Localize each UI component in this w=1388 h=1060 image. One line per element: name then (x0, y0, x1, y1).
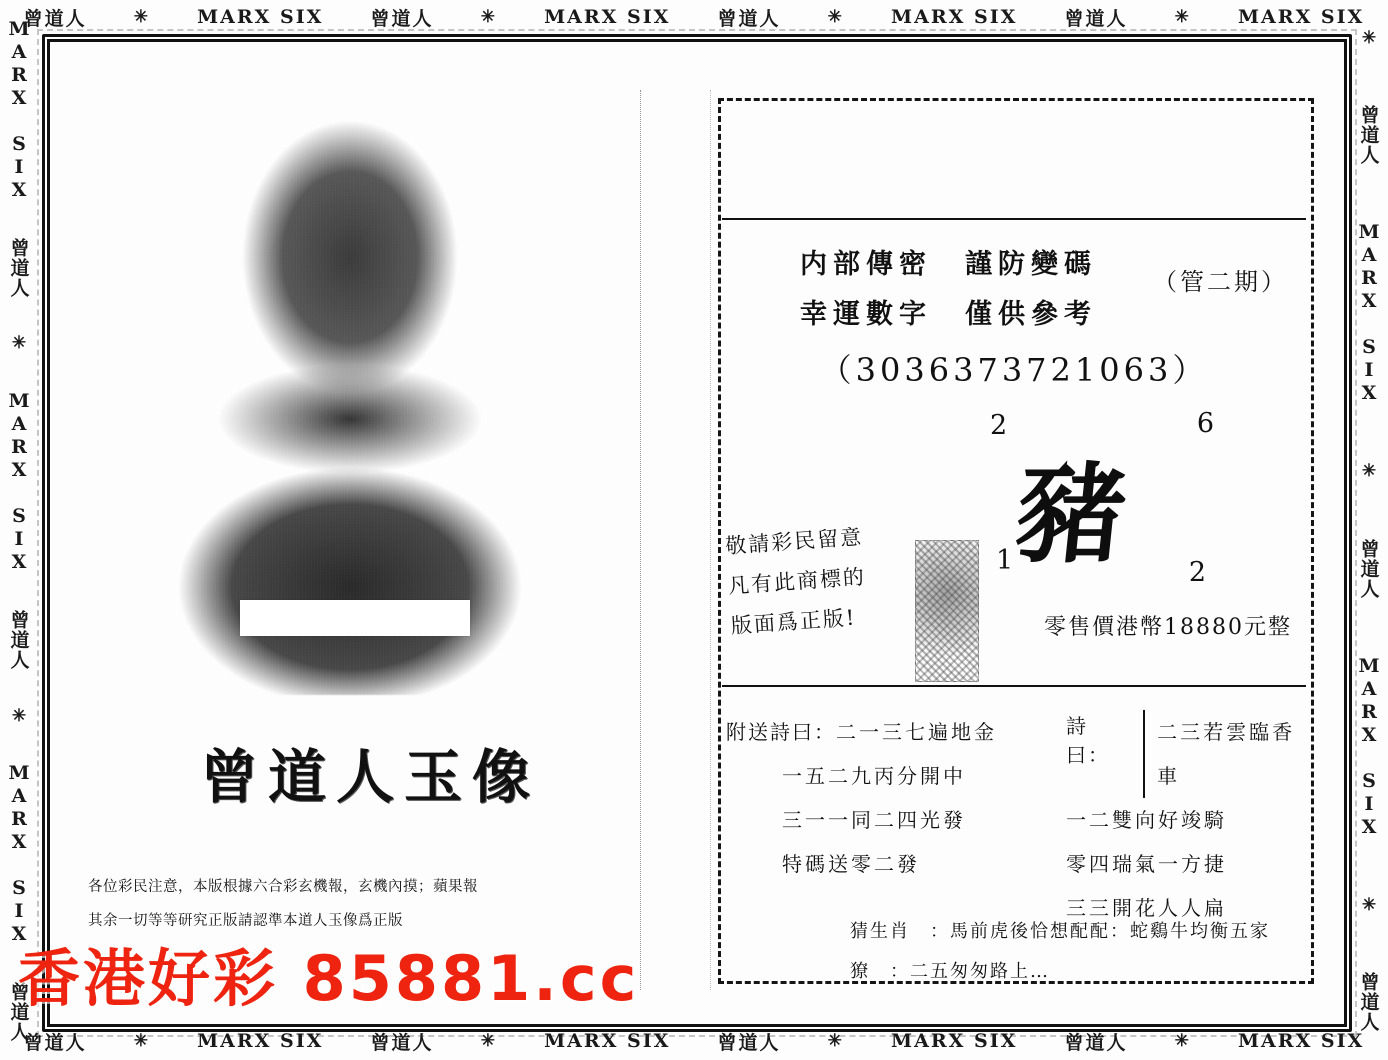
zodiac-number-bottom-left: 1 (996, 545, 1014, 576)
border-token: MARX SIX (1358, 221, 1380, 406)
border-token: MARX SIX (1238, 1030, 1365, 1052)
border-token: 曾道人 (1357, 105, 1380, 166)
border-star-icon: ✳ (1359, 28, 1379, 50)
border-band-top (0, 2, 1388, 32)
lucky-number-code: （3036373721063） (819, 351, 1209, 389)
zodiac-character: 豬 (1010, 452, 1132, 578)
portrait-title: 曾道人玉像 (199, 743, 540, 811)
border-star-icon: ✳ (1359, 894, 1379, 916)
left-disclaimer-line-1: 各位彩民注意，本版根據六合彩玄機報，玄機內摸；蘋果報 (88, 879, 478, 895)
portrait-section (80, 95, 640, 715)
panel-header-line-1: 内部傳密 謹防變碼 (800, 249, 1097, 280)
border-token: MARX SIX (1358, 654, 1380, 839)
document-content (60, 50, 1328, 1010)
border-token: 曾道人 (717, 7, 781, 30)
trademark-stamp-icon (915, 540, 979, 682)
redacted-name-bar (240, 600, 470, 636)
border-star-icon: ✳ (827, 7, 844, 27)
poem-left-label: 附送詩曰： (726, 720, 836, 744)
issue-label: （管二期） (1153, 268, 1288, 296)
poem-right-line-4: 三三開花人人扁 (1066, 896, 1227, 920)
poem-right-line-1: 二三若雲臨香車 (1157, 720, 1296, 788)
border-star-icon: ✳ (827, 1031, 844, 1051)
border-token: MARX SIX (8, 17, 30, 202)
authenticity-notice-line-3: 版面爲正版! (730, 605, 857, 639)
info-panel (700, 90, 1328, 990)
border-token: MARX SIX (197, 6, 324, 28)
border-token: 曾道人 (23, 1031, 87, 1054)
authenticity-notice (724, 514, 912, 646)
border-token: 曾道人 (7, 982, 30, 1043)
poem-left-line-4: 特碼送零二發 (782, 852, 920, 876)
left-disclaimer (88, 870, 668, 938)
guess-line-1: 猜生肖 ：馬前虎後恰想配配：蛇鷄牛均衡五家 (850, 921, 1270, 942)
poem-right-first-row (1066, 710, 1316, 798)
divider-bottom (722, 685, 1306, 687)
poem-right-label: 詩曰： (1066, 714, 1110, 767)
border-star-icon: ✳ (9, 333, 29, 355)
poem-right-column (1066, 710, 1316, 930)
border-token: MARX SIX (891, 6, 1018, 28)
fold-line-primary (640, 90, 641, 990)
poem-right-line-2: 一二雙向好竣騎 (1066, 808, 1227, 832)
guess-section (850, 912, 1270, 992)
border-token: 曾道人 (1357, 538, 1380, 599)
border-token: MARX SIX (197, 1030, 324, 1052)
border-token: MARX SIX (544, 1030, 671, 1052)
left-disclaimer-line-2: 其余一切等等研究正版請認準本道人玉像爲正版 (88, 913, 403, 929)
poem-right-line-3: 零四瑞氣一方捷 (1066, 852, 1227, 876)
border-star-icon: ✳ (1174, 1031, 1191, 1051)
guess-line-2: 獠 ：二五匆匆路上… (850, 961, 1050, 982)
border-token: MARX SIX (544, 6, 671, 28)
border-token: MARX SIX (8, 762, 30, 947)
border-token: 曾道人 (1064, 7, 1128, 30)
zodiac-number-bottom-right: 2 (1188, 557, 1206, 588)
border-token: 曾道人 (717, 1031, 781, 1054)
poem-divider (1143, 710, 1145, 798)
border-star-icon: ✳ (1174, 7, 1191, 27)
border-token: MARX SIX (891, 1030, 1018, 1052)
border-star-icon: ✳ (133, 7, 150, 27)
border-star-icon: ✳ (133, 1031, 150, 1051)
authenticity-notice-line-2: 凡有此商標的 (727, 564, 867, 599)
border-star-icon: ✳ (9, 705, 29, 727)
border-token: 曾道人 (1357, 971, 1380, 1032)
border-token: 曾道人 (370, 1031, 434, 1054)
poem-section (726, 710, 1316, 930)
panel-header (800, 240, 1097, 340)
border-token: MARX SIX (8, 390, 30, 575)
border-token: 曾道人 (370, 7, 434, 30)
border-token: MARX SIX (1238, 6, 1365, 28)
border-token: 曾道人 (7, 237, 30, 298)
poem-left-column (726, 710, 997, 930)
border-token: 曾道人 (7, 609, 30, 670)
authenticity-notice-line-1: 敬請彩民留意 (724, 524, 864, 559)
zodiac-number-top-right: 6 (1196, 408, 1214, 439)
poem-left-line-1: 二一三七遍地金 (836, 720, 997, 744)
zodiac-number-top-left: 2 (990, 410, 1008, 441)
border-star-icon: ✳ (480, 1031, 497, 1051)
zodiac-block (990, 408, 1214, 588)
border-band-right (1352, 0, 1386, 1060)
border-star-icon: ✳ (1359, 461, 1379, 483)
panel-header-line-2: 幸運數字 僅供參考 (800, 299, 1097, 330)
border-band-left (2, 0, 36, 1060)
poem-left-first-row (726, 710, 997, 754)
divider-top (722, 218, 1306, 220)
border-star-icon: ✳ (480, 7, 497, 27)
retail-price: 零售價港幣18880元整 (1044, 615, 1292, 640)
border-token: 曾道人 (1064, 1031, 1128, 1054)
site-watermark: 香港好彩 85881.cc (18, 942, 640, 1015)
poem-left-line-3: 三一一同二四光發 (782, 808, 966, 832)
poem-left-line-2: 一五二九丙分開中 (782, 764, 966, 788)
border-token: 曾道人 (23, 7, 87, 30)
